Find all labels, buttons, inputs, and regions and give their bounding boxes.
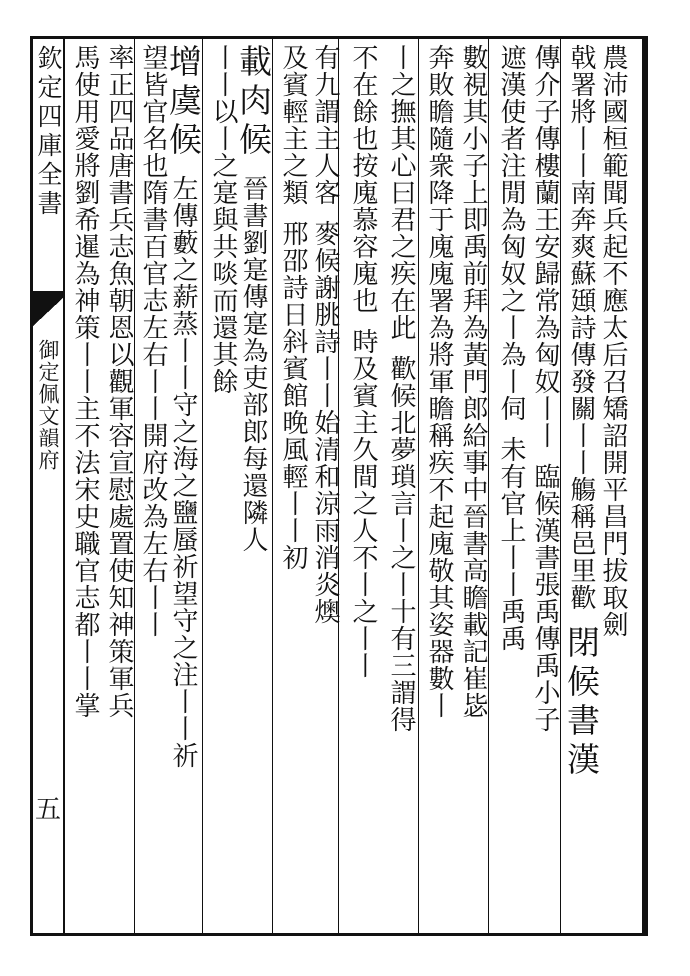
column-rule — [272, 39, 273, 933]
page-number: 五 — [34, 795, 61, 825]
text-column-3 — [526, 44, 560, 928]
column-text: 有九謂主人客 — [310, 44, 340, 206]
column-note: 邢邵詩日斜賓館晚風輕丨丨初 — [278, 220, 308, 571]
column-rule — [560, 39, 561, 933]
text-column-13 — [164, 44, 203, 928]
column-text: 奔敗瞻隨衆降于廆廆署為將軍瞻稱疾不起廆敬其姿器數丨 — [424, 44, 454, 719]
column-text: 及賓輕主之類 — [278, 44, 308, 206]
column-text: 不在餘也按廆慕容廆也 — [348, 44, 378, 314]
text-column-6 — [420, 44, 454, 928]
text-column-12 — [204, 44, 238, 928]
entry-heading: 增虞候 — [164, 44, 203, 161]
entry-heading: 歡候北夢瑣言丨之丨十有三謂得 — [386, 355, 416, 733]
text-column-7 — [382, 44, 416, 928]
text-column-2 — [562, 44, 601, 928]
column-text: 率正四品唐書兵志魚朝恩以觀軍容宣慰處置使知神策軍兵 — [104, 44, 134, 719]
entry-heading: 臨候漢書張禹傳禹小子 — [530, 463, 560, 733]
text-column-15 — [100, 44, 134, 928]
text-column-11 — [234, 44, 273, 928]
entry-heading: 麥候謝朓詩丨丨始清和涼雨消炎燠 — [310, 220, 340, 625]
column-rule — [202, 39, 203, 933]
column-note: 左傳藪之薪蒸丨丨守之海之鹽蜃祈望守之注丨丨祈 — [168, 175, 198, 769]
column-text: 數視其小子上即禹前拜為黃門郎給事中晉書高瞻載記崔毖 — [458, 44, 488, 719]
text-column-10 — [274, 44, 308, 928]
fish-tail-shape — [33, 298, 63, 326]
text-column-14 — [134, 44, 168, 928]
text-column-16 — [66, 44, 100, 928]
text-column-9 — [306, 44, 340, 928]
column-note: 未有官上丨丨禹禹 — [496, 436, 526, 652]
text-column-4 — [492, 44, 526, 928]
column-text: 丨丨以丨之寔與共啖而還其餘 — [208, 44, 238, 395]
text-column-1 — [594, 44, 628, 928]
text-column-5 — [454, 44, 488, 928]
column-text: 馬使用愛將劉希暹為神策丨丨主不法宋史職官志都丨丨掌 — [70, 44, 100, 719]
column-text: 遮漢使者注閒為匈奴之丨為丨伺 — [496, 44, 526, 422]
volume-title: 御定佩文韻府 — [36, 339, 60, 471]
fish-tail-mark — [33, 291, 63, 298]
entry-heading: 閉候書漢 — [562, 625, 601, 781]
column-note: 時及賓主久間之人不丨之丨丨 — [348, 328, 378, 679]
column-text: 丨之撫其心曰君之疾在此 — [386, 44, 416, 341]
column-note: 晉書劉寔傳寔為吏部郎每還隣人 — [238, 175, 268, 553]
column-text: 農沛國桓範聞兵起不應太后召矯詔開平昌門拔取劍 — [598, 44, 628, 638]
text-column-8 — [344, 44, 378, 928]
entry-heading: 載肉候 — [234, 44, 273, 161]
book-title: 欽定四庫全書 — [34, 45, 63, 219]
column-text: 戟署將丨丨南奔爽蘇頲詩傳發關丨丨觴稱邑里歡 — [566, 44, 596, 611]
column-text: 傳介子傳樓蘭王安歸常為匈奴丨丨 — [530, 44, 560, 449]
margin-strip — [33, 39, 65, 933]
column-rule — [488, 39, 489, 933]
column-text: 望皆官名也隋書百官志左右丨丨開府改為左右丨丨 — [138, 44, 168, 638]
column-rule — [418, 39, 419, 933]
